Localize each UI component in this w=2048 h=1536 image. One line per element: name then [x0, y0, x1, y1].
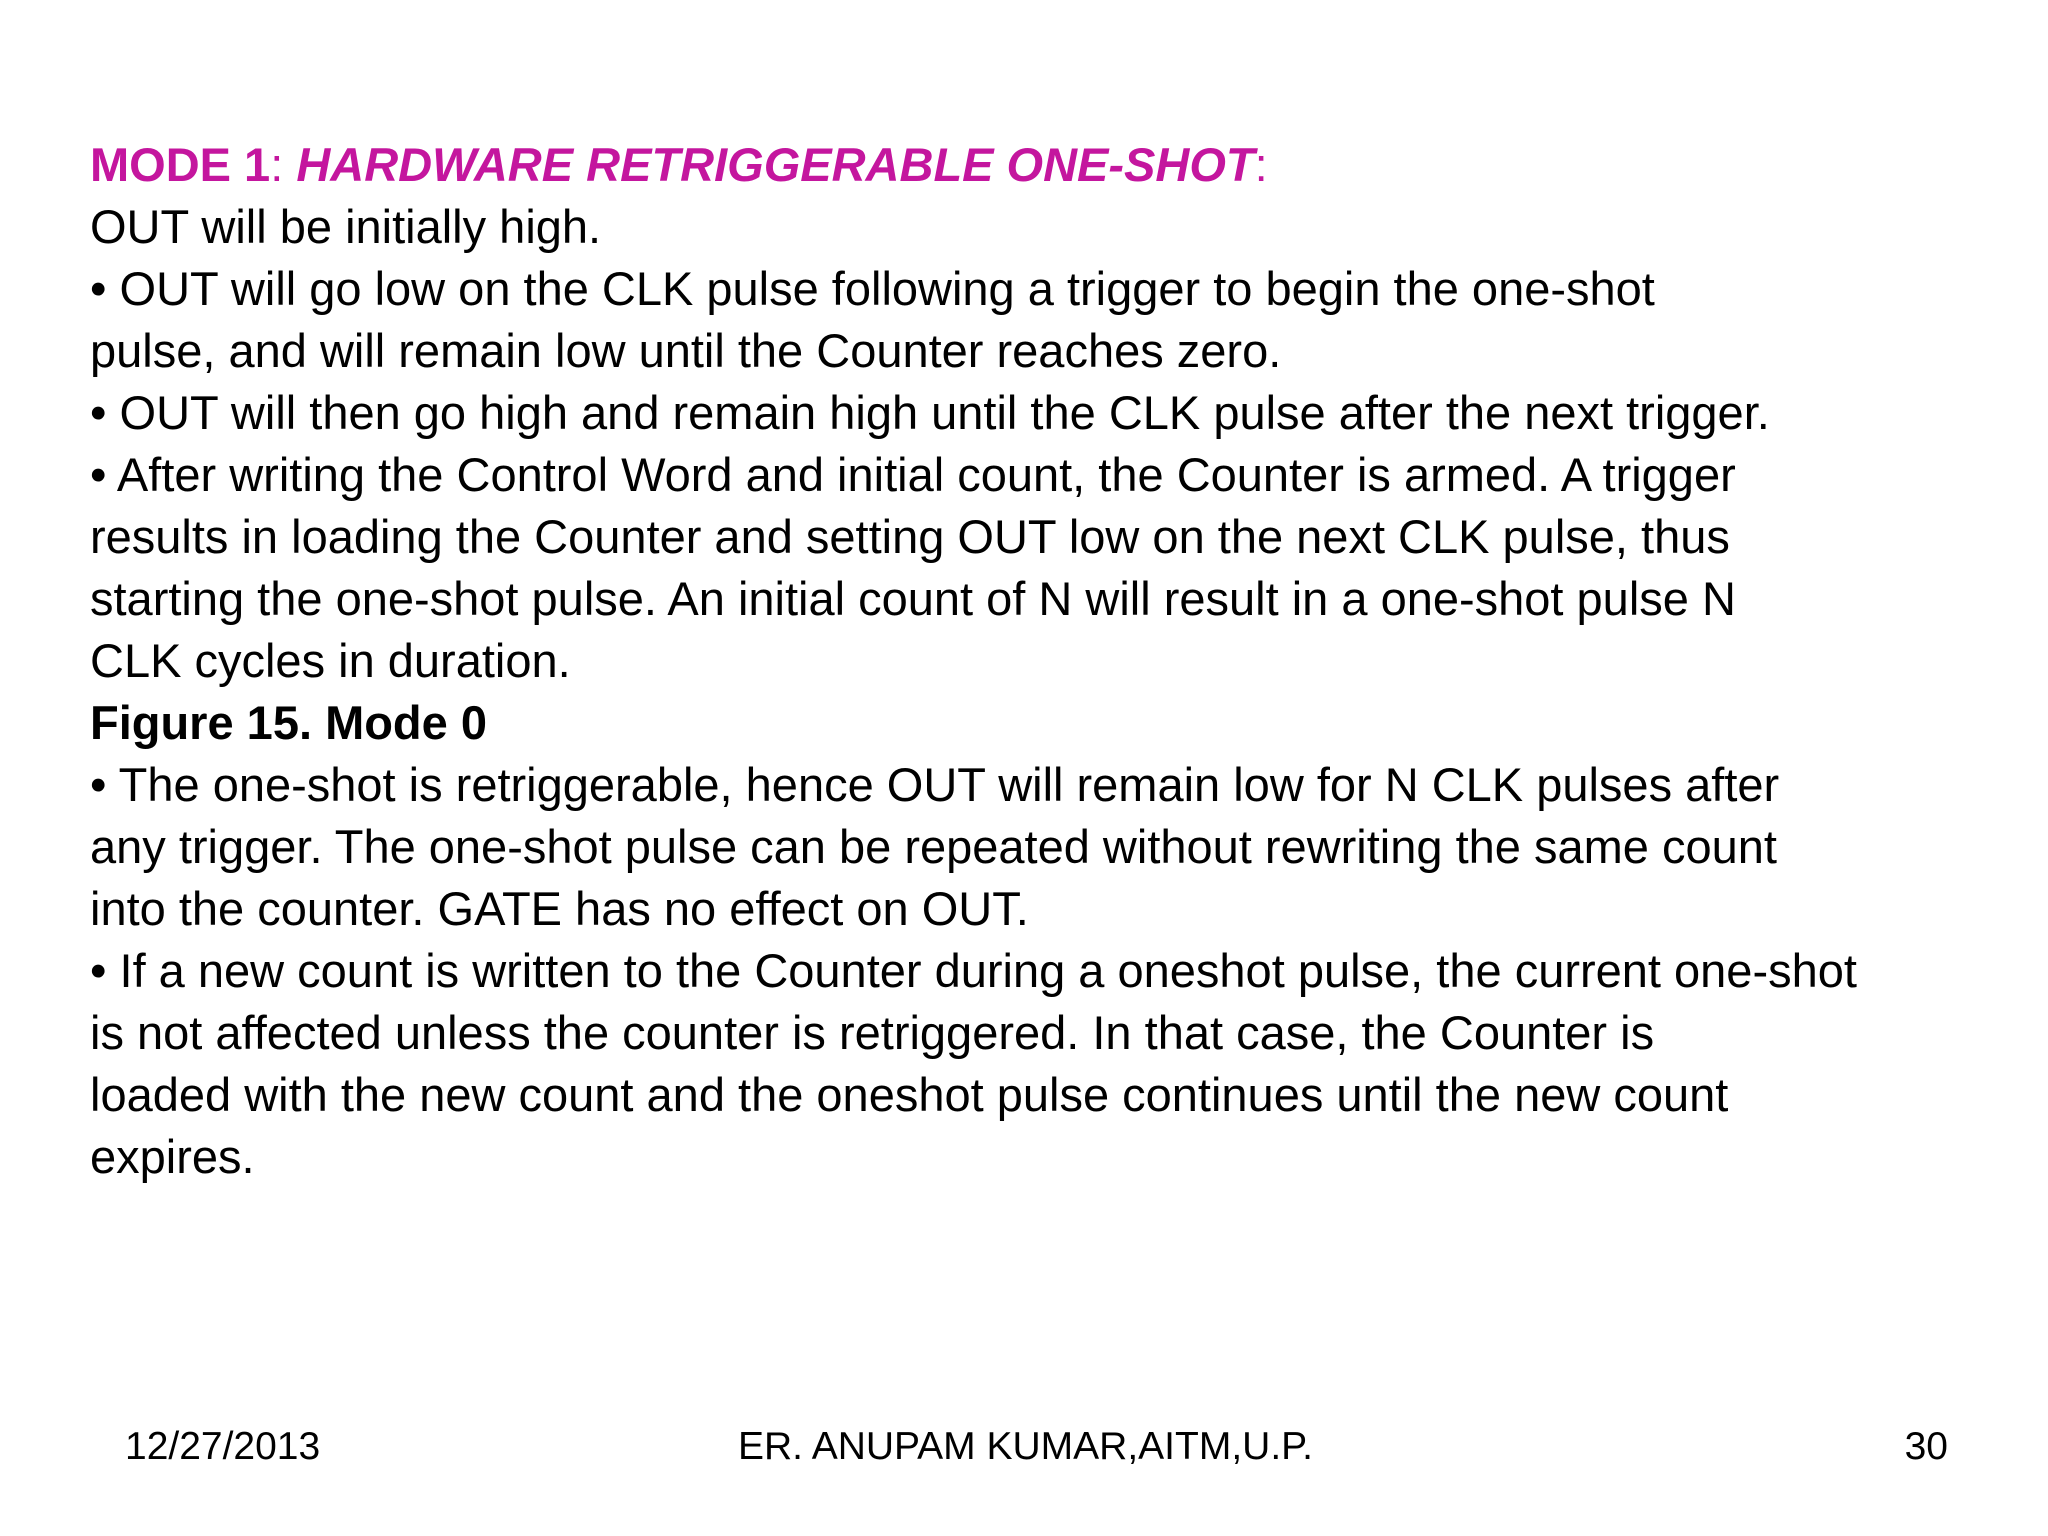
- footer-date: 12/27/2013: [125, 1425, 321, 1468]
- text-line: CLK cycles in duration.: [90, 634, 571, 687]
- text-line: • OUT will then go high and remain high until the CLK pulse after the next trigger.: [90, 386, 1770, 439]
- text-line: into the counter. GATE has no effect on OUT.: [90, 882, 1029, 935]
- text-line: • The one-shot is retriggerable, hence OUT will remain low for N CLK pulses after: [90, 758, 1780, 811]
- text-line: loaded with the new count and the oneshot pulse continues until the new count: [90, 1068, 1729, 1121]
- footer-author: ER. ANUPAM KUMAR,AITM,U.P.: [738, 1425, 1313, 1468]
- text-line: expires.: [90, 1130, 255, 1183]
- figure-caption: Figure 15. Mode 0: [90, 696, 487, 749]
- heading-separator: :: [270, 138, 284, 191]
- heading-title: HARDWARE RETRIGGERABLE ONE-SHOT: [296, 138, 1255, 191]
- text-line: • OUT will go low on the CLK pulse following a trigger to begin the one-shot: [90, 262, 1655, 315]
- text-line: any trigger. The one-shot pulse can be repeated without rewriting the same count: [90, 820, 1777, 873]
- text-line: results in loading the Counter and setting OUT low on the next CLK pulse, thus: [90, 510, 1730, 563]
- text-line: starting the one-shot pulse. An initial count of N will result in a one-shot pulse N: [90, 572, 1736, 625]
- text-line: • If a new count is written to the Counter during a oneshot pulse, the current one-shot: [90, 944, 1857, 997]
- text-line: • After writing the Control Word and initial count, the Counter is armed. A trigger: [90, 448, 1736, 501]
- heading-mode: MODE 1: [90, 138, 271, 191]
- slide-heading: [90, 134, 2040, 196]
- text-line: OUT will be initially high.: [90, 200, 602, 253]
- text-line: is not affected unless the counter is retriggered. In that case, the Counter is: [90, 1006, 1655, 1059]
- slide-body: [90, 134, 2040, 1188]
- footer-page-number: 30: [1904, 1425, 1948, 1468]
- heading-terminator: :: [1254, 138, 1268, 191]
- text-line: pulse, and will remain low until the Counter reaches zero.: [90, 324, 1282, 377]
